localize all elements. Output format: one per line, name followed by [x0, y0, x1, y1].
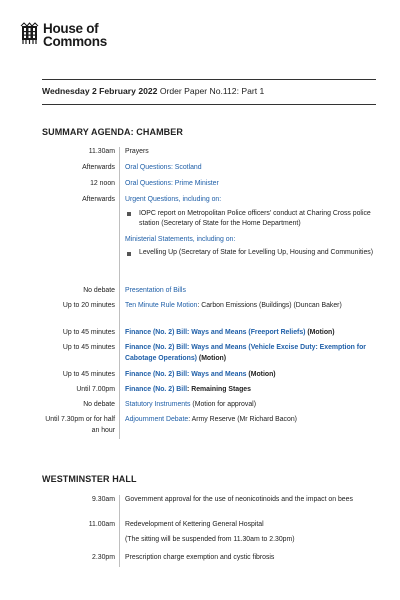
oral-questions-scotland-link[interactable]: Oral Questions: Scotland	[125, 164, 202, 171]
agenda-row	[42, 520, 376, 535]
header-date: Wednesday 2 February 2022	[42, 86, 158, 96]
agenda-time: Until 7.00pm	[42, 385, 120, 400]
list-item	[127, 209, 376, 230]
vehicle-excise-duty-link[interactable]: Finance (No. 2) Bill: Ways and Means (Vehicle Excise Duty: Exemption for Cabotage Operations)	[125, 344, 366, 362]
agenda-row	[42, 553, 376, 567]
agenda-item: (The sitting will be suspended from 11.30am to 2.30pm)	[125, 536, 295, 543]
agenda-time: 2.30pm	[42, 553, 120, 567]
ten-minute-rule-link[interactable]: Ten Minute Rule Motion	[125, 302, 198, 309]
bullet-icon	[127, 212, 131, 216]
house-of-commons-logo[interactable]	[20, 22, 107, 48]
agenda-row	[42, 147, 376, 163]
agenda-time: Afterwards	[42, 163, 120, 179]
agenda-item-detail: : Army Reserve (Mr Richard Bacon)	[188, 416, 297, 423]
agenda-time: 9.30am	[42, 495, 120, 520]
header-rule-top	[42, 79, 376, 80]
agenda-item: Redevelopment of Kettering General Hospital	[125, 521, 264, 528]
agenda-row	[42, 301, 376, 328]
logo-text	[43, 22, 107, 48]
agenda-time: Up to 45 minutes	[42, 370, 120, 385]
agenda-time: Until 7.30pm or for half an hour	[42, 415, 120, 439]
agenda-time: 11.00am	[42, 520, 120, 535]
agenda-row	[42, 163, 376, 179]
remaining-stages-label: : Remaining Stages	[187, 386, 251, 393]
agenda-time: 11.30am	[42, 147, 120, 163]
adjournment-debate-link[interactable]: Adjournment Debate	[125, 416, 189, 423]
agenda-time: No debate	[42, 286, 120, 301]
header-rule-bottom	[42, 104, 376, 105]
chamber-agenda	[42, 147, 376, 439]
agenda-row	[42, 195, 376, 286]
agenda-time: Up to 20 minutes	[42, 301, 120, 328]
agenda-row	[42, 385, 376, 400]
agenda-time	[42, 535, 120, 553]
agenda-row	[42, 370, 376, 385]
agenda-item: Government approval for the use of neonicotinoids and the impact on bees	[125, 496, 353, 503]
agenda-row	[42, 415, 376, 439]
portcullis-icon	[20, 22, 39, 46]
agenda-time: Up to 45 minutes	[42, 343, 120, 370]
agenda-time: No debate	[42, 400, 120, 415]
agenda-item-detail: (Motion for approval)	[190, 401, 256, 408]
logo-line-1: House of	[43, 21, 99, 36]
agenda-item: Prescription charge exemption and cystic fibrosis	[125, 554, 275, 561]
presentation-of-bills-link[interactable]: Presentation of Bills	[125, 287, 186, 294]
westminster-hall-section-title: WESTMINSTER HALL	[42, 474, 137, 484]
motion-label: (Motion)	[246, 371, 276, 378]
urgent-questions-link[interactable]: Urgent Questions, including on:	[125, 196, 222, 203]
agenda-row	[42, 495, 376, 520]
motion-label: (Motion)	[196, 354, 227, 362]
ways-and-means-link[interactable]: Finance (No. 2) Bill: Ways and Means	[125, 371, 247, 378]
freeport-reliefs-link[interactable]: Finance (No. 2) Bill: Ways and Means (Freeport Reliefs)	[125, 329, 306, 336]
agenda-item-detail: : Carbon Emissions (Buildings) (Duncan Baker)	[197, 302, 342, 309]
list-item	[127, 248, 376, 259]
agenda-row	[42, 179, 376, 195]
agenda-row	[42, 400, 376, 415]
agenda-row	[42, 343, 376, 370]
agenda-row	[42, 535, 376, 553]
motion-label: (Motion)	[305, 329, 335, 336]
chamber-section-title: SUMMARY AGENDA: CHAMBER	[42, 127, 183, 137]
agenda-row	[42, 286, 376, 301]
header-paper: Order Paper No.112: Part 1	[159, 86, 265, 96]
logo-line-2: Commons	[43, 34, 107, 49]
header-title	[42, 86, 264, 96]
bullet-icon	[127, 252, 131, 256]
statutory-instruments-link[interactable]: Statutory Instruments	[125, 401, 191, 408]
agenda-row	[42, 328, 376, 343]
finance-bill-link[interactable]: Finance (No. 2) Bill	[125, 386, 188, 393]
agenda-time: 12 noon	[42, 179, 120, 195]
westminster-hall-agenda	[42, 495, 376, 567]
oral-questions-pm-link[interactable]: Oral Questions: Prime Minister	[125, 180, 219, 187]
ministerial-statements-link[interactable]: Ministerial Statements, including on:	[125, 235, 236, 243]
bullet-text: IOPC report on Metropolitan Police officers' conduct at Charing Cross police station (Secretary of State for the Home Department)	[139, 209, 371, 227]
agenda-time: Up to 45 minutes	[42, 328, 120, 343]
agenda-time: Afterwards	[42, 195, 120, 286]
bullet-text: Levelling Up (Secretary of State for Levelling Up, Housing and Communities)	[139, 249, 374, 256]
agenda-item: Prayers	[125, 148, 149, 155]
